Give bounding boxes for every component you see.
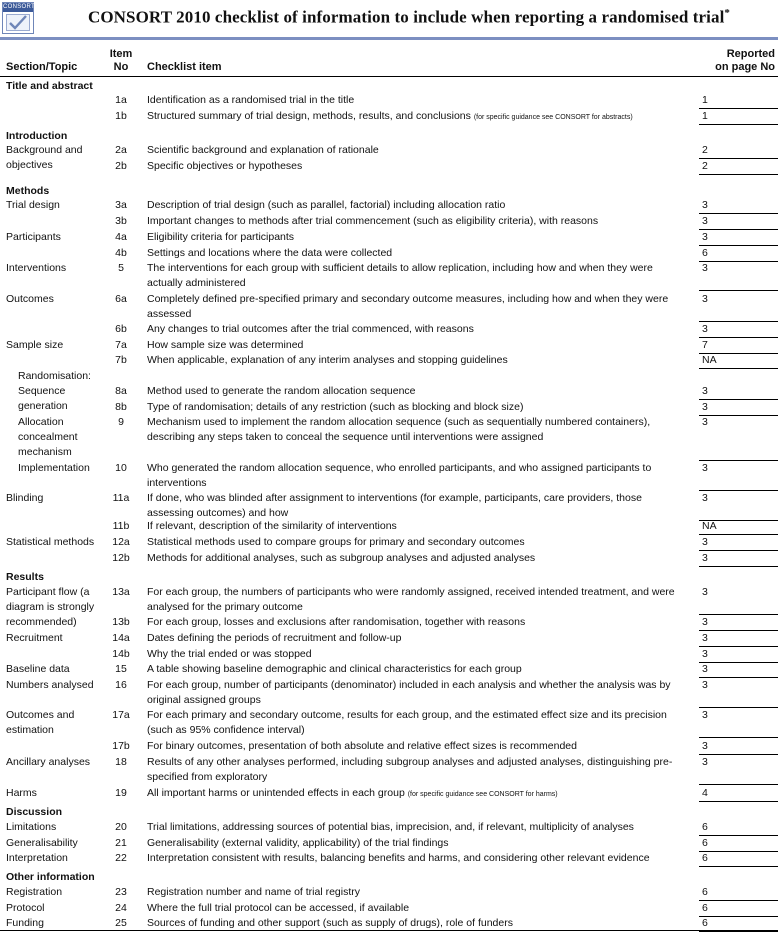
row-checklist-text bbox=[147, 292, 687, 322]
row-topic: Recruitment bbox=[6, 632, 63, 644]
title-text: CONSORT 2010 checklist of information to include when reporting a randomised trial bbox=[87, 7, 725, 27]
section-heading-title-abstract: Title and abstract bbox=[6, 80, 93, 92]
row-checklist-text bbox=[147, 916, 687, 931]
row-description: Scientific background and explanation of rationale bbox=[147, 144, 379, 156]
row-description: For binary outcomes, presentation of both absolute and relative effect sizes is recommended bbox=[147, 740, 577, 752]
row-checklist-text bbox=[147, 631, 687, 646]
row-reported-page: 3 bbox=[699, 491, 778, 521]
row-checklist-text bbox=[147, 159, 687, 174]
row-reported-page: 3 bbox=[699, 461, 778, 491]
section-heading-methods: Methods bbox=[6, 185, 50, 197]
row-topic: Numbers analysed bbox=[6, 679, 94, 691]
row-checklist-text bbox=[147, 647, 687, 662]
row-checklist-text bbox=[147, 353, 687, 368]
row-reported-page: 3 bbox=[699, 647, 778, 663]
row-reported-page: 6 bbox=[699, 246, 778, 262]
section-heading-introduction: Introduction bbox=[6, 130, 68, 142]
row-checklist-text bbox=[147, 261, 687, 291]
row-item-number: 17a bbox=[112, 709, 130, 721]
row-reported-page: 6 bbox=[699, 885, 778, 901]
row-item-number: 15 bbox=[115, 663, 127, 675]
row-checklist-text bbox=[147, 755, 687, 785]
table-row bbox=[0, 338, 778, 354]
row-reported-page: 3 bbox=[699, 615, 778, 631]
row-reported-page: 7 bbox=[699, 338, 778, 354]
row-description: Any changes to trial outcomes after the trial commenced, with reasons bbox=[147, 323, 474, 335]
table-row bbox=[0, 739, 778, 755]
table-row bbox=[0, 261, 778, 291]
row-item-number: 4a bbox=[115, 231, 127, 243]
table-row bbox=[0, 230, 778, 246]
row-checklist-text bbox=[147, 820, 687, 835]
table-row bbox=[0, 491, 778, 521]
row-item-number: 6b bbox=[115, 323, 127, 335]
row-item-number: 12b bbox=[112, 552, 130, 564]
table-row bbox=[0, 836, 778, 852]
row-reported-page: 3 bbox=[699, 261, 778, 291]
row-item-number: 14b bbox=[112, 648, 130, 660]
table-row bbox=[0, 647, 778, 663]
row-checklist-text bbox=[147, 400, 687, 415]
row-checklist-text bbox=[147, 230, 687, 245]
row-item-number: 6a bbox=[115, 293, 127, 305]
row-description: Interpretation consistent with results, balancing benefits and harms, and considering other relevant evidence bbox=[147, 852, 650, 864]
checkmark-icon bbox=[6, 14, 30, 31]
table-row bbox=[0, 755, 778, 785]
row-checklist-text bbox=[147, 415, 687, 445]
row-checklist-text bbox=[147, 246, 687, 261]
row-item-number: 3b bbox=[115, 215, 127, 227]
table-row bbox=[0, 615, 778, 631]
row-checklist-text bbox=[147, 901, 687, 916]
row-topic: Sample size bbox=[6, 339, 64, 351]
row-description: How sample size was determined bbox=[147, 339, 304, 351]
row-item-number: 23 bbox=[115, 886, 127, 898]
table-row bbox=[0, 631, 778, 647]
row-description: Eligibility criteria for participants bbox=[147, 231, 295, 243]
row-description: Settings and locations where the data were collected bbox=[147, 247, 393, 259]
row-reported-page: 3 bbox=[699, 631, 778, 647]
row-checklist-text bbox=[147, 143, 687, 158]
row-description: Dates defining the periods of recruitment and follow-up bbox=[147, 632, 402, 644]
section-heading-results: Results bbox=[6, 571, 44, 583]
row-topic: Background and objectives bbox=[6, 144, 83, 171]
row-checklist-text bbox=[147, 109, 687, 125]
row-item-number: 1a bbox=[115, 94, 127, 106]
row-reported-page: 6 bbox=[699, 851, 778, 867]
row-description: Structured summary of trial design, methods, results, and conclusions bbox=[147, 110, 471, 122]
row-checklist-text bbox=[147, 338, 687, 353]
row-description: For each group, losses and exclusions after randomisation, together with reasons bbox=[147, 616, 526, 628]
table-row bbox=[0, 461, 778, 491]
row-item-number: 8a bbox=[115, 385, 127, 397]
row-checklist-text bbox=[147, 885, 687, 900]
table-header bbox=[0, 40, 778, 76]
row-item-number: 9 bbox=[118, 416, 124, 428]
table-row bbox=[0, 901, 778, 917]
row-topic: Blinding bbox=[6, 492, 44, 504]
row-description: Type of randomisation; details of any restriction (such as blocking and block size) bbox=[147, 401, 524, 413]
row-item-number: 18 bbox=[115, 756, 127, 768]
row-reported-page: 1 bbox=[699, 109, 778, 125]
row-topic: Limitations bbox=[6, 821, 57, 833]
row-topic: Implementation bbox=[18, 462, 90, 474]
table-row bbox=[0, 109, 778, 125]
table-row bbox=[0, 535, 778, 551]
table-row bbox=[0, 400, 778, 416]
row-reported-page: 3 bbox=[699, 708, 778, 738]
row-guidance-note: (for specific guidance see CONSORT for harms) bbox=[407, 791, 558, 798]
row-description: If done, who was blinded after assignment to interventions (for example, participants, care providers, those assessing outcomes) and how bbox=[147, 492, 642, 519]
row-reported-page: 3 bbox=[699, 755, 778, 785]
table-bottom-rule bbox=[0, 930, 778, 931]
row-description: Registration number and name of trial registry bbox=[147, 886, 361, 898]
row-checklist-text bbox=[147, 214, 687, 229]
table-row bbox=[0, 786, 778, 802]
row-checklist-text bbox=[147, 93, 687, 108]
header-reported-page: Reported on page No bbox=[715, 48, 775, 73]
row-description: For each group, the numbers of participants who were randomly assigned, received intended treatment, and were analysed for the primary outcome bbox=[147, 586, 675, 613]
section-heading-other-information: Other information bbox=[6, 871, 95, 883]
row-item-number: 5 bbox=[118, 262, 124, 274]
row-topic: Trial design bbox=[6, 199, 60, 211]
row-checklist-text bbox=[147, 198, 687, 213]
row-checklist-text bbox=[147, 519, 687, 534]
table-row bbox=[0, 885, 778, 901]
row-reported-page: 3 bbox=[699, 322, 778, 338]
row-checklist-text bbox=[147, 662, 687, 677]
row-description: Specific objectives or hypotheses bbox=[147, 160, 303, 172]
row-topic: Participants bbox=[6, 231, 61, 243]
row-reported-page: 4 bbox=[699, 786, 778, 802]
row-reported-page: 1 bbox=[699, 93, 778, 109]
row-topic: Harms bbox=[6, 787, 37, 799]
row-description: Method used to generate the random allocation sequence bbox=[147, 385, 416, 397]
row-reported-page: 3 bbox=[699, 678, 778, 708]
row-item-number: 14a bbox=[112, 632, 130, 644]
table-row bbox=[0, 93, 778, 109]
header-item-no: Item No bbox=[109, 48, 133, 73]
row-reported-page: 2 bbox=[699, 159, 778, 175]
row-topic: Protocol bbox=[6, 902, 45, 914]
row-description: Generalisability (external validity, applicability) of the trial findings bbox=[147, 837, 449, 849]
row-reported-page: 3 bbox=[699, 214, 778, 230]
row-topic: Statistical methods bbox=[6, 536, 95, 548]
row-reported-page: 3 bbox=[699, 551, 778, 567]
row-description: Sources of funding and other support (such as supply of drugs), role of funders bbox=[147, 917, 513, 929]
row-reported-page: 3 bbox=[699, 198, 778, 214]
row-reported-page: 3 bbox=[699, 739, 778, 755]
row-checklist-text bbox=[147, 322, 687, 337]
table-row bbox=[0, 353, 778, 369]
row-description: Methods for additional analyses, such as subgroup analyses and adjusted analyses bbox=[147, 552, 536, 564]
row-topic: Funding bbox=[6, 917, 44, 929]
row-reported-page: NA bbox=[699, 353, 778, 369]
table-row bbox=[0, 851, 778, 867]
row-item-number: 8b bbox=[115, 401, 127, 413]
row-description: The interventions for each group with sufficient details to allow replication, including how and when they were actually administered bbox=[147, 262, 653, 289]
row-item-number: 12a bbox=[112, 536, 130, 548]
row-item-number: 13b bbox=[112, 616, 130, 628]
row-item-number: 2b bbox=[115, 160, 127, 172]
row-guidance-note: (for specific guidance see CONSORT for abstracts) bbox=[473, 114, 633, 121]
row-reported-page: 2 bbox=[699, 143, 778, 159]
row-description: Results of any other analyses performed, including subgroup analyses and adjusted analyses, distinguishing pre-specified from exploratory bbox=[147, 756, 673, 783]
table-row bbox=[0, 292, 778, 322]
row-item-number: 7b bbox=[115, 354, 127, 366]
row-item-number: 2a bbox=[115, 144, 127, 156]
header-section-topic: Section/Topic bbox=[6, 61, 78, 73]
row-description: Who generated the random allocation sequence, who enrolled participants, and who assigned participants to interventions bbox=[147, 462, 652, 489]
row-reported-page: 6 bbox=[699, 820, 778, 836]
row-description: Identification as a randomised trial in the title bbox=[147, 94, 355, 106]
row-item-number: 21 bbox=[115, 837, 127, 849]
row-checklist-text bbox=[147, 615, 687, 630]
row-description: For each group, number of participants (denominator) included in each analysis and whether the analysis was by original assigned groups bbox=[147, 679, 671, 706]
row-description: Why the trial ended or was stopped bbox=[147, 648, 312, 660]
row-item-number: 1b bbox=[115, 110, 127, 122]
row-reported-page: NA bbox=[699, 519, 778, 535]
row-reported-page: 3 bbox=[699, 384, 778, 400]
row-topic: Ancillary analyses bbox=[6, 756, 91, 768]
header-bottom-rule bbox=[0, 76, 778, 77]
table-row bbox=[0, 214, 778, 230]
row-description: A table showing baseline demographic and clinical characteristics for each group bbox=[147, 663, 522, 675]
table-row bbox=[0, 678, 778, 708]
row-topic: Allocation concealment mechanism bbox=[18, 416, 78, 458]
row-description: For each primary and secondary outcome, results for each group, and the estimated effect size and its precision (such as 95% confidence interval) bbox=[147, 709, 667, 736]
table-row bbox=[0, 246, 778, 262]
row-reported-page: 3 bbox=[699, 400, 778, 416]
consort-logo bbox=[2, 2, 34, 34]
row-checklist-text bbox=[147, 708, 687, 738]
row-item-number: 17b bbox=[112, 740, 130, 752]
row-description: Where the full trial protocol can be accessed, if available bbox=[147, 902, 410, 914]
row-item-number: 19 bbox=[115, 787, 127, 799]
row-item-number: 13a bbox=[112, 586, 130, 598]
row-item-number: 11b bbox=[112, 520, 130, 532]
row-checklist-text bbox=[147, 585, 687, 615]
table-row bbox=[0, 322, 778, 338]
row-description: When applicable, explanation of any interim analyses and stopping guidelines bbox=[147, 354, 508, 366]
page-title bbox=[40, 7, 778, 28]
row-reported-page: 6 bbox=[699, 901, 778, 917]
row-checklist-text bbox=[147, 384, 687, 399]
row-description: Mechanism used to implement the random allocation sequence (such as sequentially numbered containers), describing any steps taken to conceal the sequence until interventions were assigned bbox=[147, 416, 651, 443]
row-checklist-text bbox=[147, 836, 687, 851]
row-topic: Outcomes and estimation bbox=[6, 709, 75, 736]
row-reported-page: 6 bbox=[699, 836, 778, 852]
row-item-number: 10 bbox=[115, 462, 127, 474]
row-item-number: 22 bbox=[115, 852, 127, 864]
row-topic: Registration bbox=[6, 886, 63, 898]
row-description: If relevant, description of the similarity of interventions bbox=[147, 520, 397, 532]
row-description: Completely defined pre-specified primary and secondary outcome measures, including how and when they were assessed bbox=[147, 293, 669, 320]
row-topic: Baseline data bbox=[6, 663, 70, 675]
row-reported-page: 3 bbox=[699, 535, 778, 551]
row-reported-page: 6 bbox=[699, 916, 778, 932]
row-reported-page: 3 bbox=[699, 292, 778, 322]
row-description: Statistical methods used to compare groups for primary and secondary outcomes bbox=[147, 536, 525, 548]
table-row bbox=[0, 551, 778, 567]
row-checklist-text bbox=[147, 786, 687, 802]
row-description: Important changes to methods after trial commencement (such as eligibility criteria), with reasons bbox=[147, 215, 599, 227]
row-item-number: 3a bbox=[115, 199, 127, 211]
row-reported-page: 3 bbox=[699, 230, 778, 246]
table-row bbox=[0, 820, 778, 836]
row-item-number: 16 bbox=[115, 679, 127, 691]
row-item-number: 11a bbox=[112, 492, 130, 504]
row-checklist-text bbox=[147, 739, 687, 754]
row-checklist-text bbox=[147, 551, 687, 566]
row-item-number: 7a bbox=[115, 339, 127, 351]
row-topic: Interpretation bbox=[6, 852, 68, 864]
row-topic: Randomisation: bbox=[18, 370, 91, 382]
section-heading-discussion: Discussion bbox=[6, 806, 63, 818]
row-reported-page: 3 bbox=[699, 585, 778, 615]
row-topic: Outcomes bbox=[6, 293, 54, 305]
row-topic: Participant flow (a diagram is strongly recommended) bbox=[6, 586, 95, 628]
row-topic: Sequence generation bbox=[18, 385, 68, 412]
row-item-number: 24 bbox=[115, 902, 127, 914]
table-row bbox=[0, 369, 778, 384]
row-checklist-text bbox=[147, 678, 687, 708]
header-checklist-item: Checklist item bbox=[147, 61, 222, 73]
row-reported-page: 3 bbox=[699, 662, 778, 678]
row-reported-page: 3 bbox=[699, 415, 778, 461]
table-row bbox=[0, 415, 778, 461]
table-row bbox=[0, 708, 778, 738]
row-checklist-text bbox=[147, 851, 687, 866]
table-row bbox=[0, 198, 778, 214]
row-item-number: 25 bbox=[115, 917, 127, 929]
logo-text: CONSORT bbox=[3, 4, 35, 10]
row-description: Trial limitations, addressing sources of potential bias, imprecision, and, if relevant, multiplicity of analyses bbox=[147, 821, 634, 833]
row-checklist-text bbox=[147, 535, 687, 550]
row-description: Description of trial design (such as parallel, factorial) including allocation ratio bbox=[147, 199, 506, 211]
row-item-number: 4b bbox=[115, 247, 127, 259]
row-topic: Generalisability bbox=[6, 837, 78, 849]
table-row bbox=[0, 519, 778, 535]
row-checklist-text bbox=[147, 461, 687, 491]
row-topic: Interventions bbox=[6, 262, 67, 274]
table-row bbox=[0, 159, 778, 175]
row-description: All important harms or unintended effects in each group bbox=[147, 787, 405, 799]
row-checklist-text bbox=[147, 491, 687, 521]
title-asterisk: * bbox=[724, 7, 731, 19]
table-row bbox=[0, 662, 778, 678]
row-item-number: 20 bbox=[115, 821, 127, 833]
